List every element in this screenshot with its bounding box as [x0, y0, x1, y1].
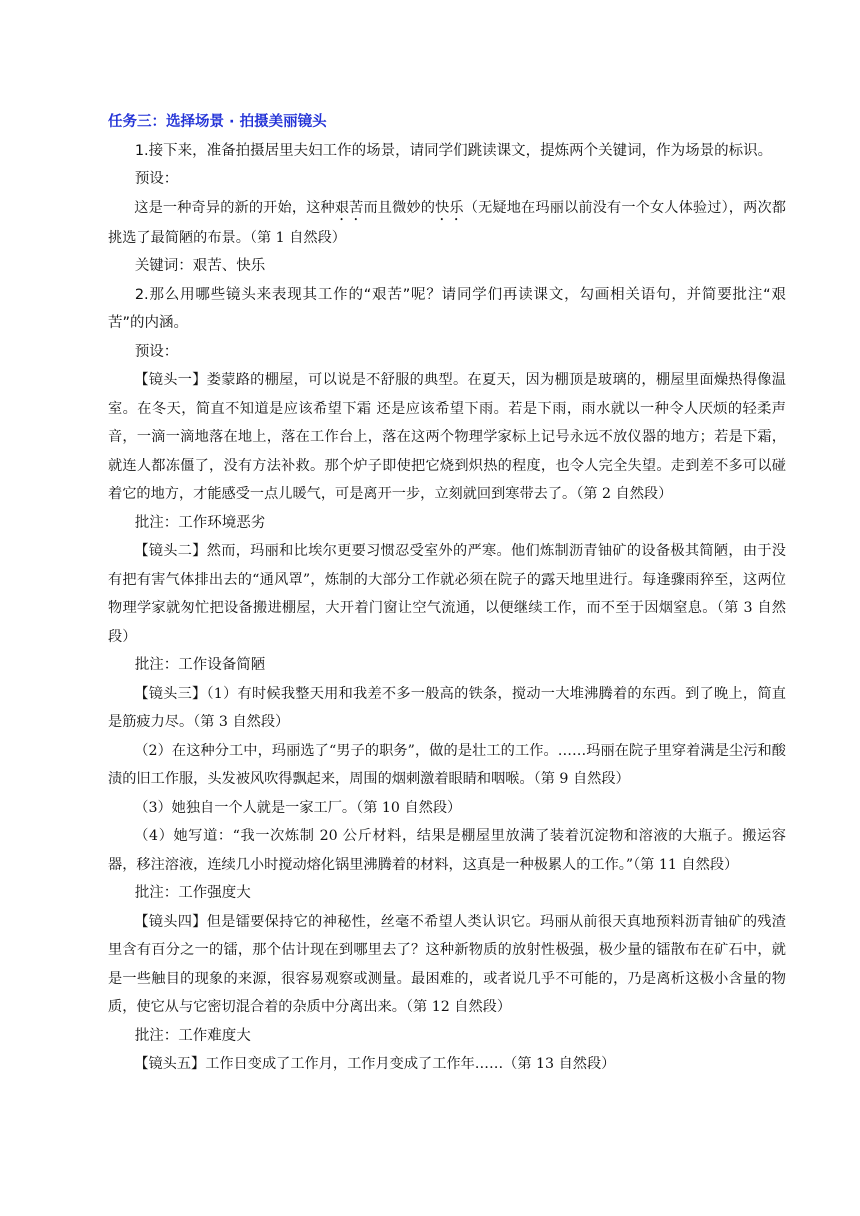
shot-3-item-3: （3）她独自一个人就是一家工厂。（第 10 自然段）	[134, 799, 462, 816]
annotation-1: 批注：工作环境恶劣	[134, 514, 266, 531]
shot-5-paragraph: 【镜头五】工作日变成了工作月，工作月变成了工作年……（第 13 自然段）	[134, 1056, 616, 1072]
paragraph-preset-1: 预设：	[134, 171, 179, 187]
shot-3-item-1: 【镜头三】（1）有时候我整天用和我差不多一般高的铁条，搅动一大堆沸腾着的东西。到了晚上，简直是筋疲力尽。（第 3 自然段）	[108, 685, 786, 730]
section-heading: 任务三：选择场景 · 拍摄美丽镜头	[108, 114, 327, 130]
shot-3-item-2: （2）在这种分工中，玛丽选了“男子的职务”，做的是壮工的工作。……玛丽在院子里穿着满是尘污和酸渍的旧工作服，头发被风吹得飘起来，周围的烟刺激着眼睛和咽喉。（第 9 自然段）	[108, 742, 786, 787]
shot-3-item-4: （4）她写道：“我一次炼制 20 公斤材料，结果是棚屋里放满了装着沉淀物和溶液的大瓶子。搬运容器，移注溶液，连续几小时搅动熔化锅里沸腾着的材料，这真是一种极累人的工作。”（第 11 自然段）	[108, 828, 786, 873]
annotation-4: 批注：工作难度大	[134, 1027, 251, 1044]
paragraph-preset-2: 预设：	[134, 343, 179, 360]
shot-1-paragraph: 【镜头一】娄蒙路的棚屋，可以说是不舒服的典型。在夏天，因为棚顶是玻璃的，棚屋里面燥热得像温室。在冬天，简直不知道是应该希望下霜 还是应该希望下雨。若是下雨，雨水就以一种令人厌烦的轻柔声音，一滴一滴地落在地上，落在工作台上，落在这两个物理学家标上记号永远不放仪器的地方；若是下霜，就连人都冻僵了，没有方法补救。那个炉子即使把它烧到炽热的程度，也令人完全失望。走到差不多可以碰着它的地方，才能感受一点儿暖气，可是离开一步，立刻就回到寒带去了。（第 2 自然段）	[108, 372, 786, 502]
shot-4-paragraph: 【镜头四】但是镭要保持它的神秘性，丝毫不希望人类认识它。玛丽从前很天真地预料沥青铀矿的残渣里含有百分之一的镭，那个估计现在到哪里去了？这种新物质的放射性极强，极少量的镭散布在矿石中，就是一些触目的现象的来源，很容易观察或测量。最困难的，或者说几乎不可能的，乃是离析这极小含量的物质，使它从与它密切混合着的杂质中分离出来。（第 12 自然段）	[108, 913, 786, 1015]
annotation-3: 批注：工作强度大	[134, 885, 251, 901]
shot-2-paragraph: 【镜头二】然而，玛丽和比埃尔更要习惯忍受室外的严寒。他们炼制沥青铀矿的设备极其简陋，由于没有把有害气体排出去的“通风罩”，炼制的大部分工作就必须在院子的露天地里进行。每逢骤雨猝至，这两位物理学家就匆忙把设备搬进棚屋，大开着门窗让空气流通，以便继续工作，而不至于因烟窒息。（第 3 自然段）	[108, 543, 786, 645]
annotation-2: 批注：工作设备简陋	[134, 657, 266, 673]
paragraph-keywords: 关键词：艰苦、快乐	[134, 258, 266, 274]
paragraph-task-2: 2.那么用哪些镜头来表现其工作的“艰苦”呢？请同学们再读课文，勾画相关语句，并简要批注“艰苦”的内涵。	[108, 286, 786, 331]
quote-paragraph-1: 这是一种奇异的新的开始，这种艰苦而且微妙的快乐（无疑地在玛丽以前没有一个女人体验过），两次都挑选了最简陋的布景。（第 1 自然段）	[108, 199, 786, 246]
paragraph-task-1: 1.接下来，准备拍摄居里夫妇工作的场景，请同学们跳读课文，提炼两个关键词，作为场景的标识。	[134, 142, 773, 159]
